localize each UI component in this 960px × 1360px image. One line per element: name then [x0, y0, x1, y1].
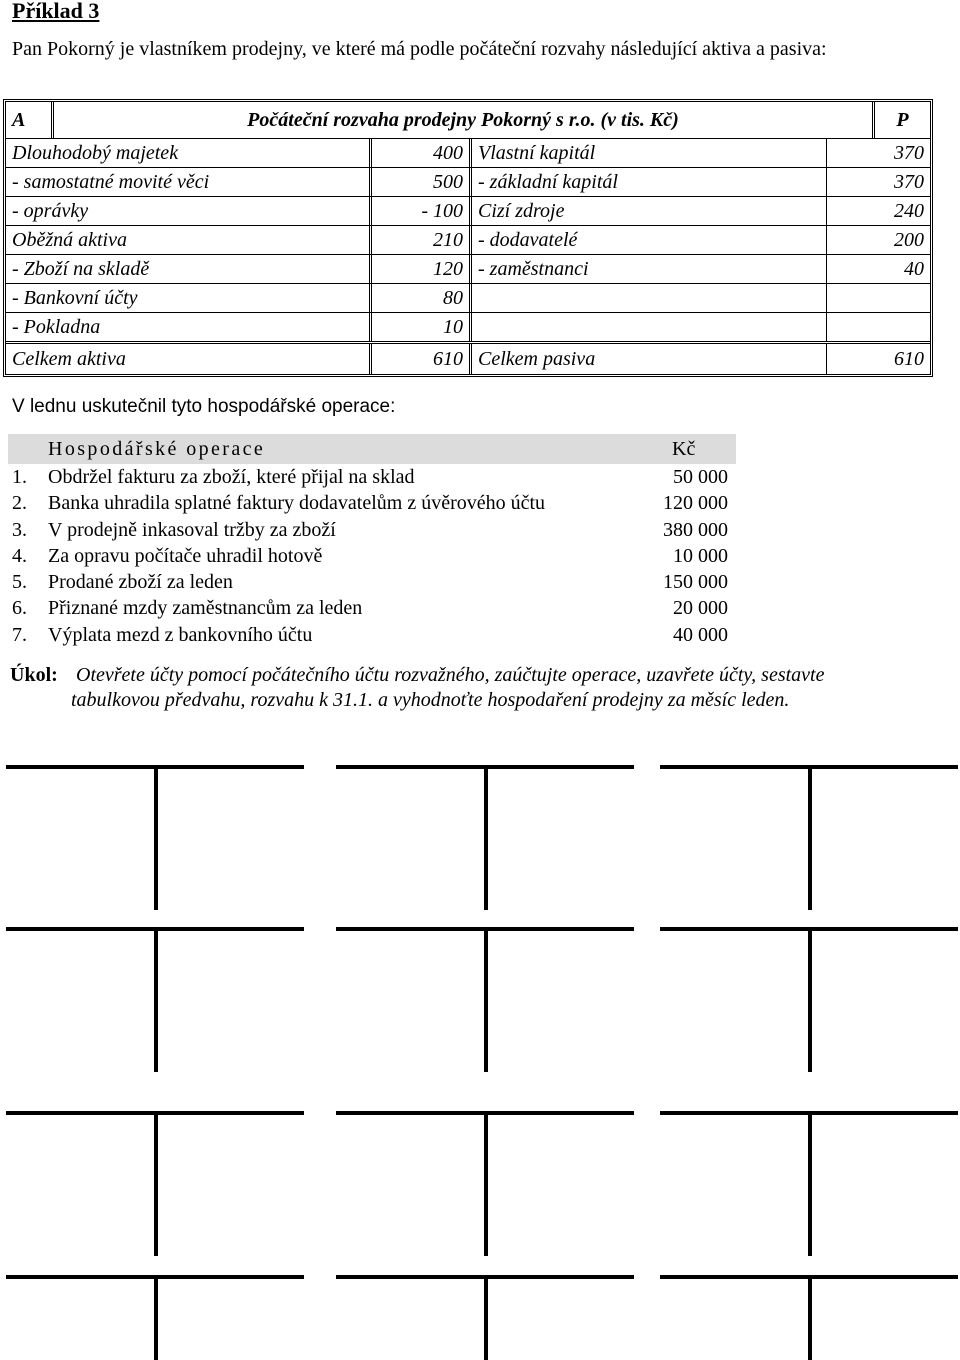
operation-row — [8, 464, 736, 490]
asset-value: 500 — [369, 168, 472, 196]
liability-value: 40 — [826, 255, 930, 283]
t-account-divider — [154, 765, 158, 910]
asset-value: 10 — [369, 313, 472, 341]
t-account — [6, 927, 304, 1072]
liability-value — [826, 284, 930, 312]
balance-row — [6, 225, 930, 254]
total-assets-label: Celkem aktiva — [12, 347, 126, 370]
task-block — [10, 663, 956, 713]
assets-header: A — [6, 102, 54, 138]
operation-number: 1. — [12, 466, 27, 488]
operation-amount: 50 000 — [673, 466, 728, 488]
asset-label: - Bankovní účty — [12, 286, 138, 309]
asset-value: 80 — [369, 284, 472, 312]
liability-value: 200 — [826, 226, 930, 254]
liability-label: - dodavatelé — [478, 228, 578, 251]
balance-row — [6, 283, 930, 312]
t-account — [336, 1111, 634, 1256]
asset-value: - 100 — [369, 197, 472, 225]
liabilities-header: P — [872, 102, 930, 138]
operation-amount: 380 000 — [663, 518, 728, 541]
liability-label: Vlastní kapitál — [478, 141, 596, 164]
operation-number: 6. — [12, 597, 27, 620]
asset-label: - oprávky — [12, 199, 89, 222]
operation-row — [8, 517, 736, 543]
operation-row — [8, 543, 736, 569]
operation-row — [8, 622, 736, 648]
liability-label: Cizí zdroje — [478, 199, 565, 222]
asset-label: - Pokladna — [12, 315, 101, 338]
t-account-divider — [808, 927, 812, 1072]
t-account-divider — [154, 1111, 158, 1256]
t-account-divider — [808, 1275, 812, 1360]
operation-amount: 40 000 — [673, 623, 728, 646]
operation-description: V prodejně inkasoval tržby za zboží — [48, 518, 336, 541]
operation-amount: 150 000 — [663, 571, 728, 594]
t-account-divider — [484, 1275, 488, 1360]
task-text-1: Otevřete účty pomocí počátečního účtu rozvažného, zaúčtujte operace, uzavřete účty, sestavte — [76, 664, 825, 686]
liability-value: 370 — [826, 139, 930, 167]
total-liabilities-label: Celkem pasiva — [478, 347, 596, 370]
operation-number: 5. — [12, 571, 27, 594]
task-line-1 — [10, 663, 956, 688]
balance-row — [6, 196, 930, 225]
asset-value: 120 — [369, 255, 472, 283]
asset-label: - samostatné movité věci — [12, 170, 210, 193]
operations-intro: V lednu uskutečnil tyto hospodářské operace: — [12, 396, 396, 417]
operation-number: 4. — [12, 544, 27, 567]
operation-amount: 120 000 — [663, 492, 728, 515]
operations-table — [8, 434, 736, 648]
t-account — [660, 765, 958, 910]
total-assets-value: 610 — [369, 344, 472, 374]
balance-row — [6, 254, 930, 283]
balance-total-row — [6, 341, 930, 374]
asset-label: Dlouhodobý majetek — [12, 141, 179, 164]
balance-title: Počáteční rozvaha prodejny Pokorný s r.o. (v tis. Kč) — [247, 108, 679, 131]
operation-description: Obdržel fakturu za zboží, které přijal na sklad — [48, 466, 415, 488]
liability-label — [472, 284, 826, 312]
operation-description: Banka uhradila splatné faktury dodavatelům z úvěrového účtu — [48, 492, 546, 515]
balance-header-row — [6, 102, 930, 138]
operation-description: Prodané zboží za leden — [48, 571, 233, 594]
liability-label: - zaměstnanci — [478, 257, 589, 280]
operation-row — [8, 490, 736, 516]
operation-number: 3. — [12, 518, 27, 541]
t-account-divider — [808, 1111, 812, 1256]
asset-value: 400 — [369, 139, 472, 167]
asset-value: 210 — [369, 226, 472, 254]
t-account-divider — [154, 1275, 158, 1360]
operation-row — [8, 595, 736, 621]
t-account — [6, 765, 304, 910]
operations-header-amount: Kč — [672, 437, 696, 460]
task-label: Úkol: — [10, 664, 58, 686]
operation-row — [8, 569, 736, 595]
liability-label: - základní kapitál — [478, 170, 618, 193]
t-account — [660, 927, 958, 1072]
operation-number: 2. — [12, 492, 27, 515]
t-account-divider — [154, 927, 158, 1072]
operation-description: Za opravu počítače uhradil hotově — [48, 544, 323, 567]
t-account-divider — [484, 765, 488, 910]
operation-number: 7. — [12, 623, 27, 646]
operations-header-row — [8, 434, 736, 464]
t-account-divider — [484, 927, 488, 1072]
liability-value: 370 — [826, 168, 930, 196]
asset-label: - Zboží na skladě — [12, 257, 150, 280]
operation-description: Výplata mezd z bankovního účtu — [48, 623, 313, 646]
liability-value — [826, 313, 930, 341]
t-account — [6, 1111, 304, 1256]
t-account — [660, 1111, 958, 1256]
operations-header-description: Hospodářské operace — [48, 437, 266, 460]
t-account-divider — [808, 765, 812, 910]
operation-amount: 20 000 — [673, 597, 728, 620]
task-text-2: tabulkovou předvahu, rozvahu k 31.1. a vyhodnoťte hospodaření prodejny za měsíc leden. — [71, 689, 790, 711]
t-account — [336, 1275, 634, 1360]
operation-amount: 10 000 — [673, 544, 728, 567]
operation-description: Přiznané mzdy zaměstnancům za leden — [48, 597, 363, 620]
t-account — [336, 927, 634, 1072]
page-heading: Příklad 3 — [12, 0, 100, 23]
opening-balance-table — [3, 99, 933, 377]
balance-row — [6, 138, 930, 167]
total-liabilities-value: 610 — [826, 344, 930, 374]
intro-text: Pan Pokorný je vlastníkem prodejny, ve které má podle počáteční rozvahy následující aktiva a pasiva: — [12, 38, 827, 60]
balance-row — [6, 167, 930, 196]
t-account-divider — [484, 1111, 488, 1256]
balance-row — [6, 312, 930, 341]
asset-label: Oběžná aktiva — [12, 228, 127, 251]
liability-value: 240 — [826, 197, 930, 225]
t-account — [6, 1275, 304, 1360]
t-account — [660, 1275, 958, 1360]
liability-label — [472, 313, 826, 341]
t-account — [336, 765, 634, 910]
